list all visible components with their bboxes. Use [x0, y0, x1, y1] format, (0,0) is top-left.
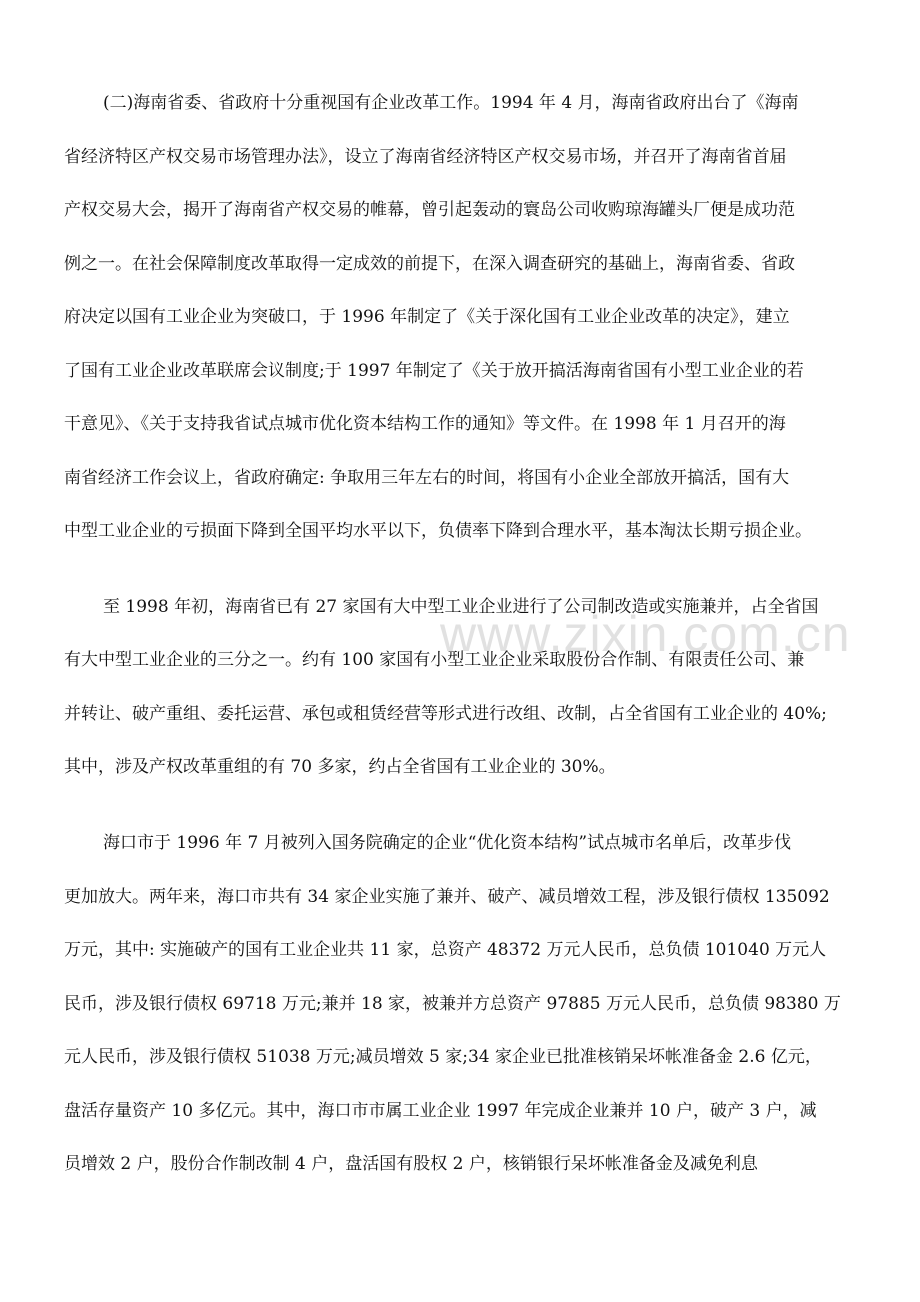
line-text: 元人民币，涉及银行债权 51038 万元;减员增效 5 家;34 家企业已批准核销呆坏帐准备金 2.6 亿元，: [64, 1047, 822, 1067]
line-text: 并转让、破产重组、委托运营、承包或租赁经营等形式进行改组、改制，占全省国有工业企业的 40%;: [64, 704, 827, 724]
line-text: 更加放大。两年来，海口市共有 34 家企业实施了兼并、破产、减员增效工程，涉及银行债权 135092: [64, 887, 830, 907]
line-text: 民币，涉及银行债权 69718 万元;兼并 18 家，被兼并方总资产 97885 万元人民币，总负债 98380 万: [64, 994, 841, 1014]
line-text: 府决定以国有工业企业为突破口，于 1996 年制定了《关于深化国有工业企业改革的决定》，建立: [64, 307, 790, 327]
line-text: 干意见》、《关于支持我省试点城市优化资本结构工作的通知》等文件。在 1998 年 1 月召开的海: [64, 414, 786, 434]
text-line: [0, 1153, 920, 1193]
text-line: [0, 520, 920, 560]
text-line: [0, 939, 920, 979]
text-line: [0, 306, 920, 346]
text-line: [0, 756, 920, 796]
line-text: 员增效 2 户，股份合作制改制 4 户，盘活国有股权 2 户，核销银行呆坏帐准备金及减免利息: [64, 1154, 758, 1174]
line-text: (二)海南省委、省政府十分重视国有企业改革工作。1994 年 4 月，海南省政府出台了《海南: [103, 93, 799, 113]
line-text: 盘活存量资产 10 多亿元。其中，海口市市属工业企业 1997 年完成企业兼并 10 户，破产 3 户，减: [64, 1101, 817, 1121]
line-text: 了国有工业企业改革联席会议制度;于 1997 年制定了《关于放开搞活海南省国有小型工业企业的若: [64, 361, 804, 381]
text-line: [0, 360, 920, 400]
text-line: [0, 1046, 920, 1086]
line-text: 省经济特区产权交易市场管理办法》，设立了海南省经济特区产权交易市场，并召开了海南省首届: [64, 147, 787, 167]
text-line: [0, 703, 920, 743]
text-line: [0, 199, 920, 239]
line-text: 海口市于 1996 年 7 月被列入国务院确定的企业“优化资本结构”试点城市名单后，改革步伐: [103, 833, 792, 853]
text-line: [0, 146, 920, 186]
line-text: 南省经济工作会议上，省政府确定: 争取用三年左右的时间，将国有小企业全部放开搞活，国有大: [64, 468, 790, 488]
text-line: [0, 649, 920, 689]
line-text: 万元，其中: 实施破产的国有工业企业共 11 家，总资产 48372 万元人民币，总负债 101040 万元人: [64, 940, 827, 960]
line-text: 有大中型工业企业的三分之一。约有 100 家国有小型工业企业采取股份合作制、有限责任公司、兼: [64, 650, 805, 670]
watermark: www.zixin.com.cn: [440, 606, 851, 662]
line-text: 至 1998 年初，海南省已有 27 家国有大中型工业企业进行了公司制改造或实施兼并，占全省国: [103, 597, 819, 617]
text-line: [0, 467, 920, 507]
text-line: [0, 886, 920, 926]
text-line: [0, 413, 920, 453]
text-line: [0, 993, 920, 1033]
line-text: 例之一。在社会保障制度改革取得一定成效的前提下，在深入调查研究的基础上，海南省委、省政: [64, 254, 795, 274]
text-line: [0, 1100, 920, 1140]
text-line: [0, 596, 920, 636]
text-line: [0, 832, 920, 872]
line-text: 产权交易大会，揭开了海南省产权交易的帷幕，曾引起轰动的寰岛公司收购琼海罐头厂便是成功范: [64, 200, 795, 220]
text-line: [0, 92, 920, 132]
line-text: 中型工业企业的亏损面下降到全国平均水平以下，负债率下降到合理水平，基本淘汰长期亏损企业。: [64, 521, 812, 541]
text-line: [0, 253, 920, 293]
line-text: 其中，涉及产权改革重组的有 70 多家，约占全省国有工业企业的 30%。: [64, 757, 616, 777]
